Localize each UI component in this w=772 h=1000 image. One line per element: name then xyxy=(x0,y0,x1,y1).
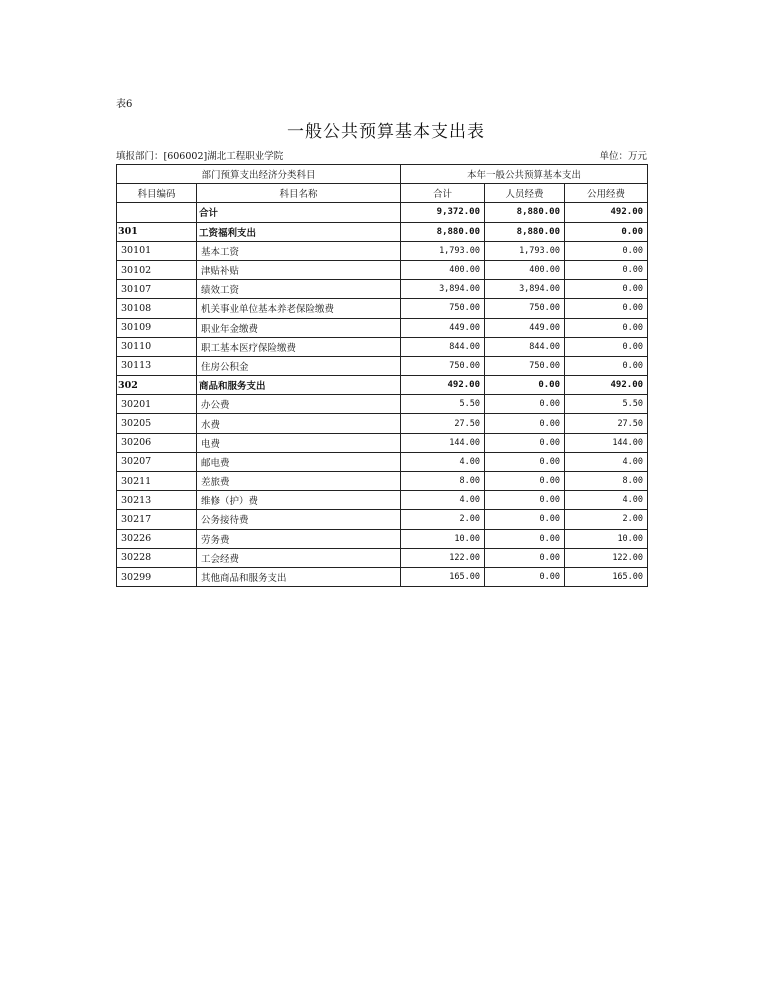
row-name-cell: 水费 xyxy=(197,414,401,433)
row-personnel-cell: 3,894.00 xyxy=(485,280,565,299)
row-total-cell: 844.00 xyxy=(401,337,485,356)
row-name-cell: 职业年金缴费 xyxy=(197,318,401,337)
row-public-cell: 2.00 xyxy=(565,510,648,529)
row-public-cell: 0.00 xyxy=(565,241,648,260)
row-code-cell: 30113 xyxy=(117,356,197,375)
row-public-cell: 492.00 xyxy=(565,376,648,395)
table-row xyxy=(117,472,648,491)
row-name-cell: 维修（护）费 xyxy=(197,491,401,510)
row-code-cell: 30107 xyxy=(117,280,197,299)
header-total: 合计 xyxy=(401,184,485,203)
table-number: 表6 xyxy=(116,99,133,110)
row-code-cell: 30299 xyxy=(117,567,197,586)
row-name-cell: 电费 xyxy=(197,433,401,452)
table-row xyxy=(117,395,648,414)
table-row xyxy=(117,452,648,471)
info-row xyxy=(116,148,647,162)
table-row xyxy=(117,241,648,260)
row-personnel-cell: 8,880.00 xyxy=(485,222,565,241)
row-total-cell: 400.00 xyxy=(401,260,485,279)
row-personnel-cell: 0.00 xyxy=(485,452,565,471)
row-total-cell: 1,793.00 xyxy=(401,241,485,260)
row-total-cell: 750.00 xyxy=(401,299,485,318)
row-personnel-cell: 0.00 xyxy=(485,491,565,510)
row-personnel-cell: 0.00 xyxy=(485,376,565,395)
table-row xyxy=(117,318,648,337)
row-total-cell: 8,880.00 xyxy=(401,222,485,241)
department-info xyxy=(116,148,283,162)
header-code: 科目编码 xyxy=(117,184,197,203)
table-row xyxy=(117,280,648,299)
header-name: 科目名称 xyxy=(197,184,401,203)
row-code-cell: 302 xyxy=(117,376,197,395)
row-personnel-cell: 449.00 xyxy=(485,318,565,337)
row-public-cell: 8.00 xyxy=(565,472,648,491)
row-total-cell: 4.00 xyxy=(401,452,485,471)
row-personnel-cell: 0.00 xyxy=(485,395,565,414)
row-code-cell: 30110 xyxy=(117,337,197,356)
row-personnel-cell: 0.00 xyxy=(485,510,565,529)
table-row xyxy=(117,299,648,318)
table-row xyxy=(117,433,648,452)
row-code-cell: 30108 xyxy=(117,299,197,318)
row-code-cell: 30228 xyxy=(117,548,197,567)
department-value: [606002]湖北工程职业学院 xyxy=(163,151,284,162)
row-public-cell: 4.00 xyxy=(565,452,648,471)
table-row xyxy=(117,414,648,433)
row-personnel-cell: 750.00 xyxy=(485,356,565,375)
header-column-row xyxy=(117,184,648,203)
row-public-cell: 0.00 xyxy=(565,260,648,279)
table-row xyxy=(117,222,648,241)
row-total-cell: 144.00 xyxy=(401,433,485,452)
header-economic-classification: 部门预算支出经济分类科目 xyxy=(117,165,401,184)
row-name-cell: 工资福利支出 xyxy=(197,222,401,241)
header-personnel: 人员经费 xyxy=(485,184,565,203)
row-personnel-cell: 750.00 xyxy=(485,299,565,318)
row-name-cell: 绩效工资 xyxy=(197,280,401,299)
row-public-cell: 0.00 xyxy=(565,299,648,318)
row-name-cell: 津贴补贴 xyxy=(197,260,401,279)
row-total-cell: 2.00 xyxy=(401,510,485,529)
row-name-cell: 邮电费 xyxy=(197,452,401,471)
table-row xyxy=(117,356,648,375)
row-personnel-cell: 8,880.00 xyxy=(485,203,565,222)
row-public-cell: 4.00 xyxy=(565,491,648,510)
row-personnel-cell: 844.00 xyxy=(485,337,565,356)
table-row xyxy=(117,376,648,395)
table-row xyxy=(117,548,648,567)
row-public-cell: 144.00 xyxy=(565,433,648,452)
row-name-cell: 机关事业单位基本养老保险缴费 xyxy=(197,299,401,318)
row-code-cell: 30226 xyxy=(117,529,197,548)
row-code-cell: 30217 xyxy=(117,510,197,529)
row-name-cell: 其他商品和服务支出 xyxy=(197,567,401,586)
row-name-cell: 基本工资 xyxy=(197,241,401,260)
row-code-cell: 30213 xyxy=(117,491,197,510)
row-personnel-cell: 0.00 xyxy=(485,548,565,567)
row-name-cell: 商品和服务支出 xyxy=(197,376,401,395)
table-row xyxy=(117,510,648,529)
row-name-cell: 合计 xyxy=(197,203,401,222)
row-total-cell: 122.00 xyxy=(401,548,485,567)
row-public-cell: 0.00 xyxy=(565,356,648,375)
row-code-cell: 30102 xyxy=(117,260,197,279)
row-total-cell: 750.00 xyxy=(401,356,485,375)
row-public-cell: 10.00 xyxy=(565,529,648,548)
row-total-cell: 449.00 xyxy=(401,318,485,337)
row-personnel-cell: 1,793.00 xyxy=(485,241,565,260)
row-code-cell: 301 xyxy=(117,222,197,241)
row-code-cell xyxy=(117,203,197,222)
row-name-cell: 劳务费 xyxy=(197,529,401,548)
table-row xyxy=(117,203,648,222)
row-total-cell: 492.00 xyxy=(401,376,485,395)
row-public-cell: 0.00 xyxy=(565,337,648,356)
row-code-cell: 30201 xyxy=(117,395,197,414)
row-total-cell: 27.50 xyxy=(401,414,485,433)
row-code-cell: 30205 xyxy=(117,414,197,433)
row-personnel-cell: 0.00 xyxy=(485,472,565,491)
row-personnel-cell: 400.00 xyxy=(485,260,565,279)
row-total-cell: 165.00 xyxy=(401,567,485,586)
row-code-cell: 30101 xyxy=(117,241,197,260)
row-code-cell: 30211 xyxy=(117,472,197,491)
row-code-cell: 30207 xyxy=(117,452,197,471)
row-name-cell: 办公费 xyxy=(197,395,401,414)
row-total-cell: 9,372.00 xyxy=(401,203,485,222)
row-public-cell: 0.00 xyxy=(565,222,648,241)
row-code-cell: 30206 xyxy=(117,433,197,452)
row-total-cell: 5.50 xyxy=(401,395,485,414)
row-public-cell: 122.00 xyxy=(565,548,648,567)
row-public-cell: 492.00 xyxy=(565,203,648,222)
row-personnel-cell: 0.00 xyxy=(485,433,565,452)
row-public-cell: 27.50 xyxy=(565,414,648,433)
table-body xyxy=(117,203,648,587)
header-annual-basic-expenditure: 本年一般公共预算基本支出 xyxy=(401,165,648,184)
table-row xyxy=(117,337,648,356)
row-total-cell: 3,894.00 xyxy=(401,280,485,299)
row-personnel-cell: 0.00 xyxy=(485,567,565,586)
row-public-cell: 165.00 xyxy=(565,567,648,586)
row-total-cell: 4.00 xyxy=(401,491,485,510)
table-row xyxy=(117,529,648,548)
budget-table xyxy=(116,164,648,587)
row-name-cell: 职工基本医疗保险缴费 xyxy=(197,337,401,356)
row-public-cell: 0.00 xyxy=(565,318,648,337)
table-row xyxy=(117,260,648,279)
table-row xyxy=(117,491,648,510)
document-title: 一般公共预算基本支出表 xyxy=(287,122,485,142)
row-name-cell: 公务接待费 xyxy=(197,510,401,529)
row-name-cell: 工会经费 xyxy=(197,548,401,567)
header-group-row xyxy=(117,165,648,184)
row-public-cell: 0.00 xyxy=(565,280,648,299)
header-public: 公用经费 xyxy=(565,184,648,203)
row-personnel-cell: 0.00 xyxy=(485,414,565,433)
unit-label: 单位：万元 xyxy=(599,151,647,162)
row-public-cell: 5.50 xyxy=(565,395,648,414)
row-personnel-cell: 0.00 xyxy=(485,529,565,548)
department-label: 填报部门： xyxy=(116,151,164,162)
row-name-cell: 住房公积金 xyxy=(197,356,401,375)
table-row xyxy=(117,567,648,586)
row-total-cell: 8.00 xyxy=(401,472,485,491)
row-code-cell: 30109 xyxy=(117,318,197,337)
row-total-cell: 10.00 xyxy=(401,529,485,548)
row-name-cell: 差旅费 xyxy=(197,472,401,491)
